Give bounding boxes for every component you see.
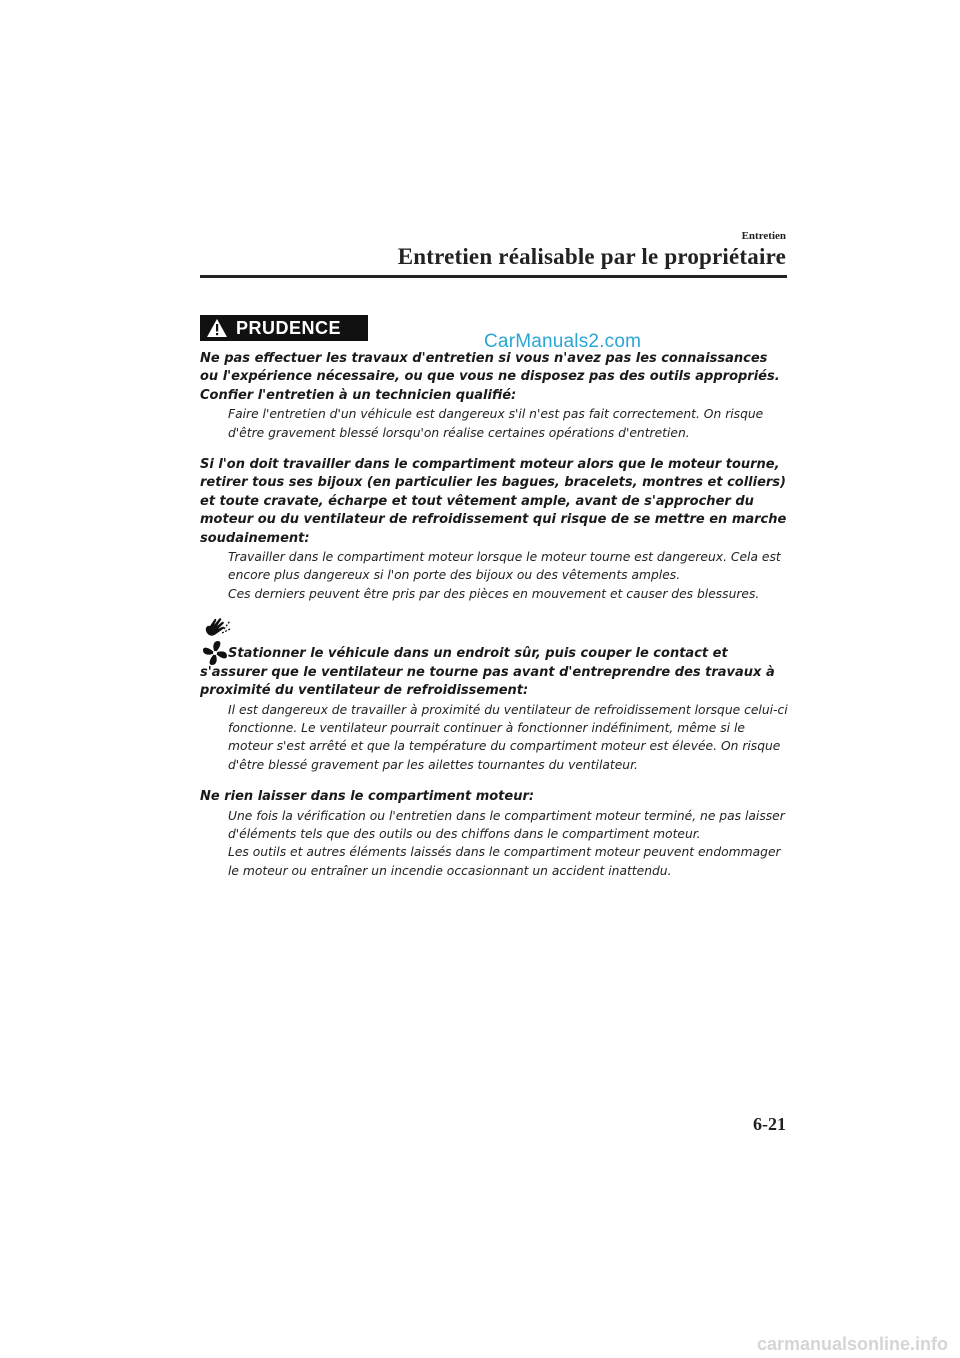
header-divider — [200, 275, 787, 278]
page-title: Entretien réalisable par le propriétaire — [397, 244, 786, 269]
caution-label: PRUDENCE — [236, 317, 342, 338]
caution-heading: Ne rien laisser dans le compartiment moteur: — [200, 789, 535, 805]
watermark-carmanuals2: CarManuals2.com — [484, 331, 642, 352]
caution-badge — [200, 315, 368, 341]
caution-block-2 — [200, 456, 790, 603]
caution-detail: Les outils et autres éléments laissés dans le compartiment moteur peuvent endommager le moteur ou entraîner un incendie occasionnant un accident inattendu. — [228, 845, 781, 878]
caution-detail: Il est dangereux de travailler à proximité du ventilateur de refroidissement lorsque celui-ci fonctionne. Le ventilateur pourrait continuer à fonctionner indéfiniment, même si le moteur s'est arrêté et que la température du compartiment moteur est élevée. On risque d'être blessé gravement par les ailettes tournantes du ventilateur. — [228, 702, 788, 772]
watermark-carmanualsonline: carmanualsonline.info — [756, 1334, 948, 1354]
caution-block-4 — [200, 788, 790, 880]
caution-detail: Une fois la vérification ou l'entretien dans le compartiment moteur terminé, ne pas laisser d'éléments tels que des outils ou des chiffons dans le compartiment moteur. — [228, 808, 785, 841]
section-label: Entretien — [741, 230, 786, 242]
caution-block-3 — [200, 617, 790, 774]
caution-heading: Stationner le véhicule dans un endroit sûr, puis couper le contact et s'assurer que le ventilateur ne tourne pas avant d'entreprendre des travaux à proximité du ventilateur de refroidissement: — [200, 646, 775, 699]
page-number: 6-21 — [753, 1114, 786, 1134]
caution-detail: Faire l'entretien d'un véhicule est dangereux s'il n'est pas fait correctement. On risque d'être gravement blessé lorsqu'on réalise certaines opérations d'entretien. — [228, 407, 764, 440]
caution-heading: Si l'on doit travailler dans le compartiment moteur alors que le moteur tourne, retirer tous ses bijoux (en particulier les bagues, bracelets, montres et colliers) et toute cravate, écharpe et tout vêtement ample, avant de s'approcher du moteur ou du ventilateur de refroidissement qui risque de se mettre en marche soudainement: — [200, 457, 787, 546]
caution-block-1 — [200, 350, 790, 442]
caution-heading: Ne pas effectuer les travaux d'entretien si vous n'avez pas les connaissances ou l'expérience nécessaire, ou que vous ne disposez pas des outils appropriés. Confier l'entretien à un technicien qualifié: — [200, 351, 780, 403]
warning-triangle-icon — [204, 315, 230, 341]
caution-detail: Travailler dans le compartiment moteur lorsque le moteur tourne est dangereux. Cela est encore plus dangereux si l'on porte des bijoux ou des vêtements amples. — [228, 550, 781, 583]
caution-content — [200, 350, 790, 894]
caution-detail: Ces derniers peuvent être pris par des pièces en mouvement et causer des blessures. — [228, 586, 760, 601]
